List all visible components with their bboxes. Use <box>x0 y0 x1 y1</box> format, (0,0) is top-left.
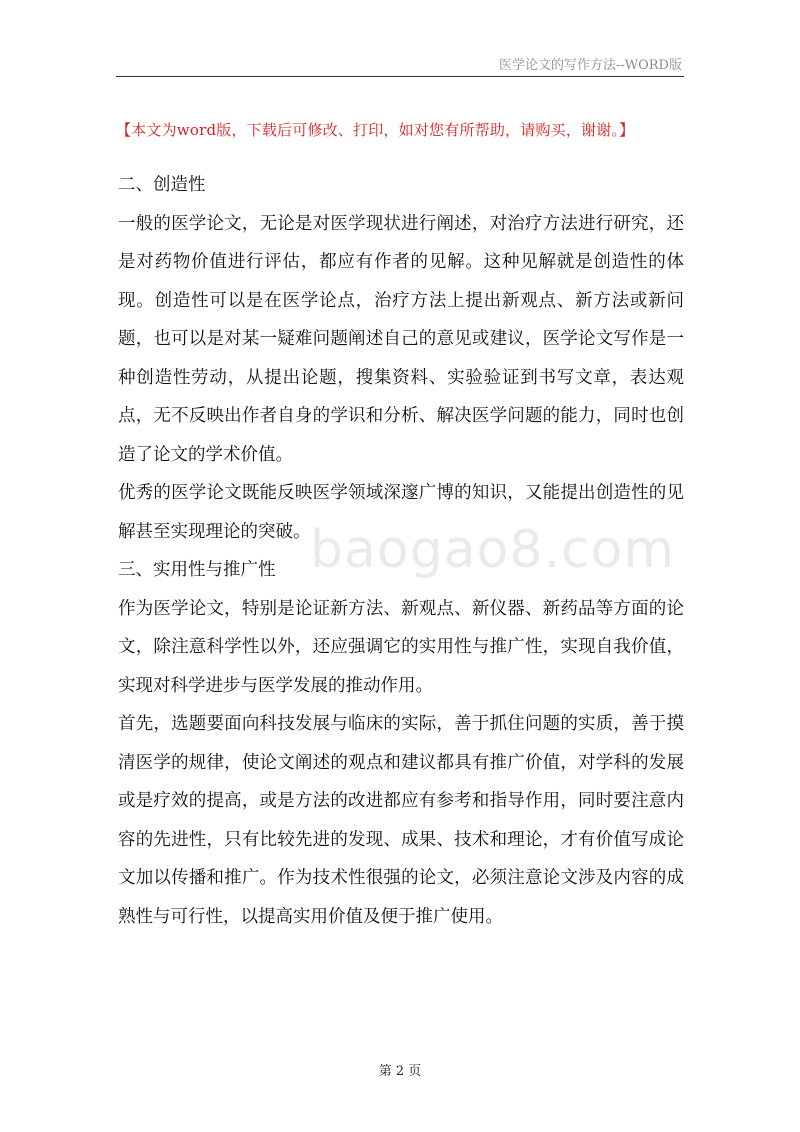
page-number: 第 2 页 <box>378 1064 422 1079</box>
section-heading-practicality: 三、实用性与推广性 <box>118 560 276 580</box>
paragraph: 首先，选题要面向科技发展与临床的实际，善于抓住问题的实质，善于摸清医学的规律，使论文阐述的观点和建议都具有推广价值，对学科的发展或是疗效的提高，或是方法的改进都应有参考和指导作用，同时要注意内容的先进性，只有比较先进的发现、成果、技术和理论，才有价值写成论文加以传播和推广。作为技术性很强的论文，必须注意论文涉及内容的成熟性与可行性，以提高实用价值及便于推广使用。 <box>118 714 684 927</box>
header-divider <box>116 76 684 77</box>
paragraph: 作为医学论文，特别是论证新方法、新观点、新仪器、新药品等方面的论文，除注意科学性以外，还应强调它的实用性与推广性，实现自我价值，实现对科学进步与医学发展的推动作用。 <box>118 598 684 696</box>
paragraph: 优秀的医学论文既能反映医学领域深邃广博的知识，又能提出创造性的见解甚至实现理论的突破。 <box>118 483 684 542</box>
section-heading-creativity: 二、创造性 <box>118 175 206 195</box>
paragraph: 一般的医学论文，无论是对医学现状进行阐述，对治疗方法进行研究，还是对药物价值进行评估，都应有作者的见解。这种见解就是创造性的体现。创造性可以是在医学论点，治疗方法上提出新观点、新方法或新问题，也可以是对某一疑难问题阐述自己的意见或建议，医学论文写作是一种创造性劳动，从提出论题，搜集资料、实验验证到书写文章，表达观点，无不反映出作者自身的学识和分析、解决医学问题的能力，同时也创造了论文的学术价值。 <box>118 213 684 465</box>
running-header: 医学论文的写作方法--WORD版 <box>498 58 682 73</box>
purchase-notice: 【本文为word版，下载后可修改、打印，如对您有所帮助，请购买，谢谢。】 <box>116 121 635 139</box>
watermark: baogao8.com <box>310 520 676 580</box>
